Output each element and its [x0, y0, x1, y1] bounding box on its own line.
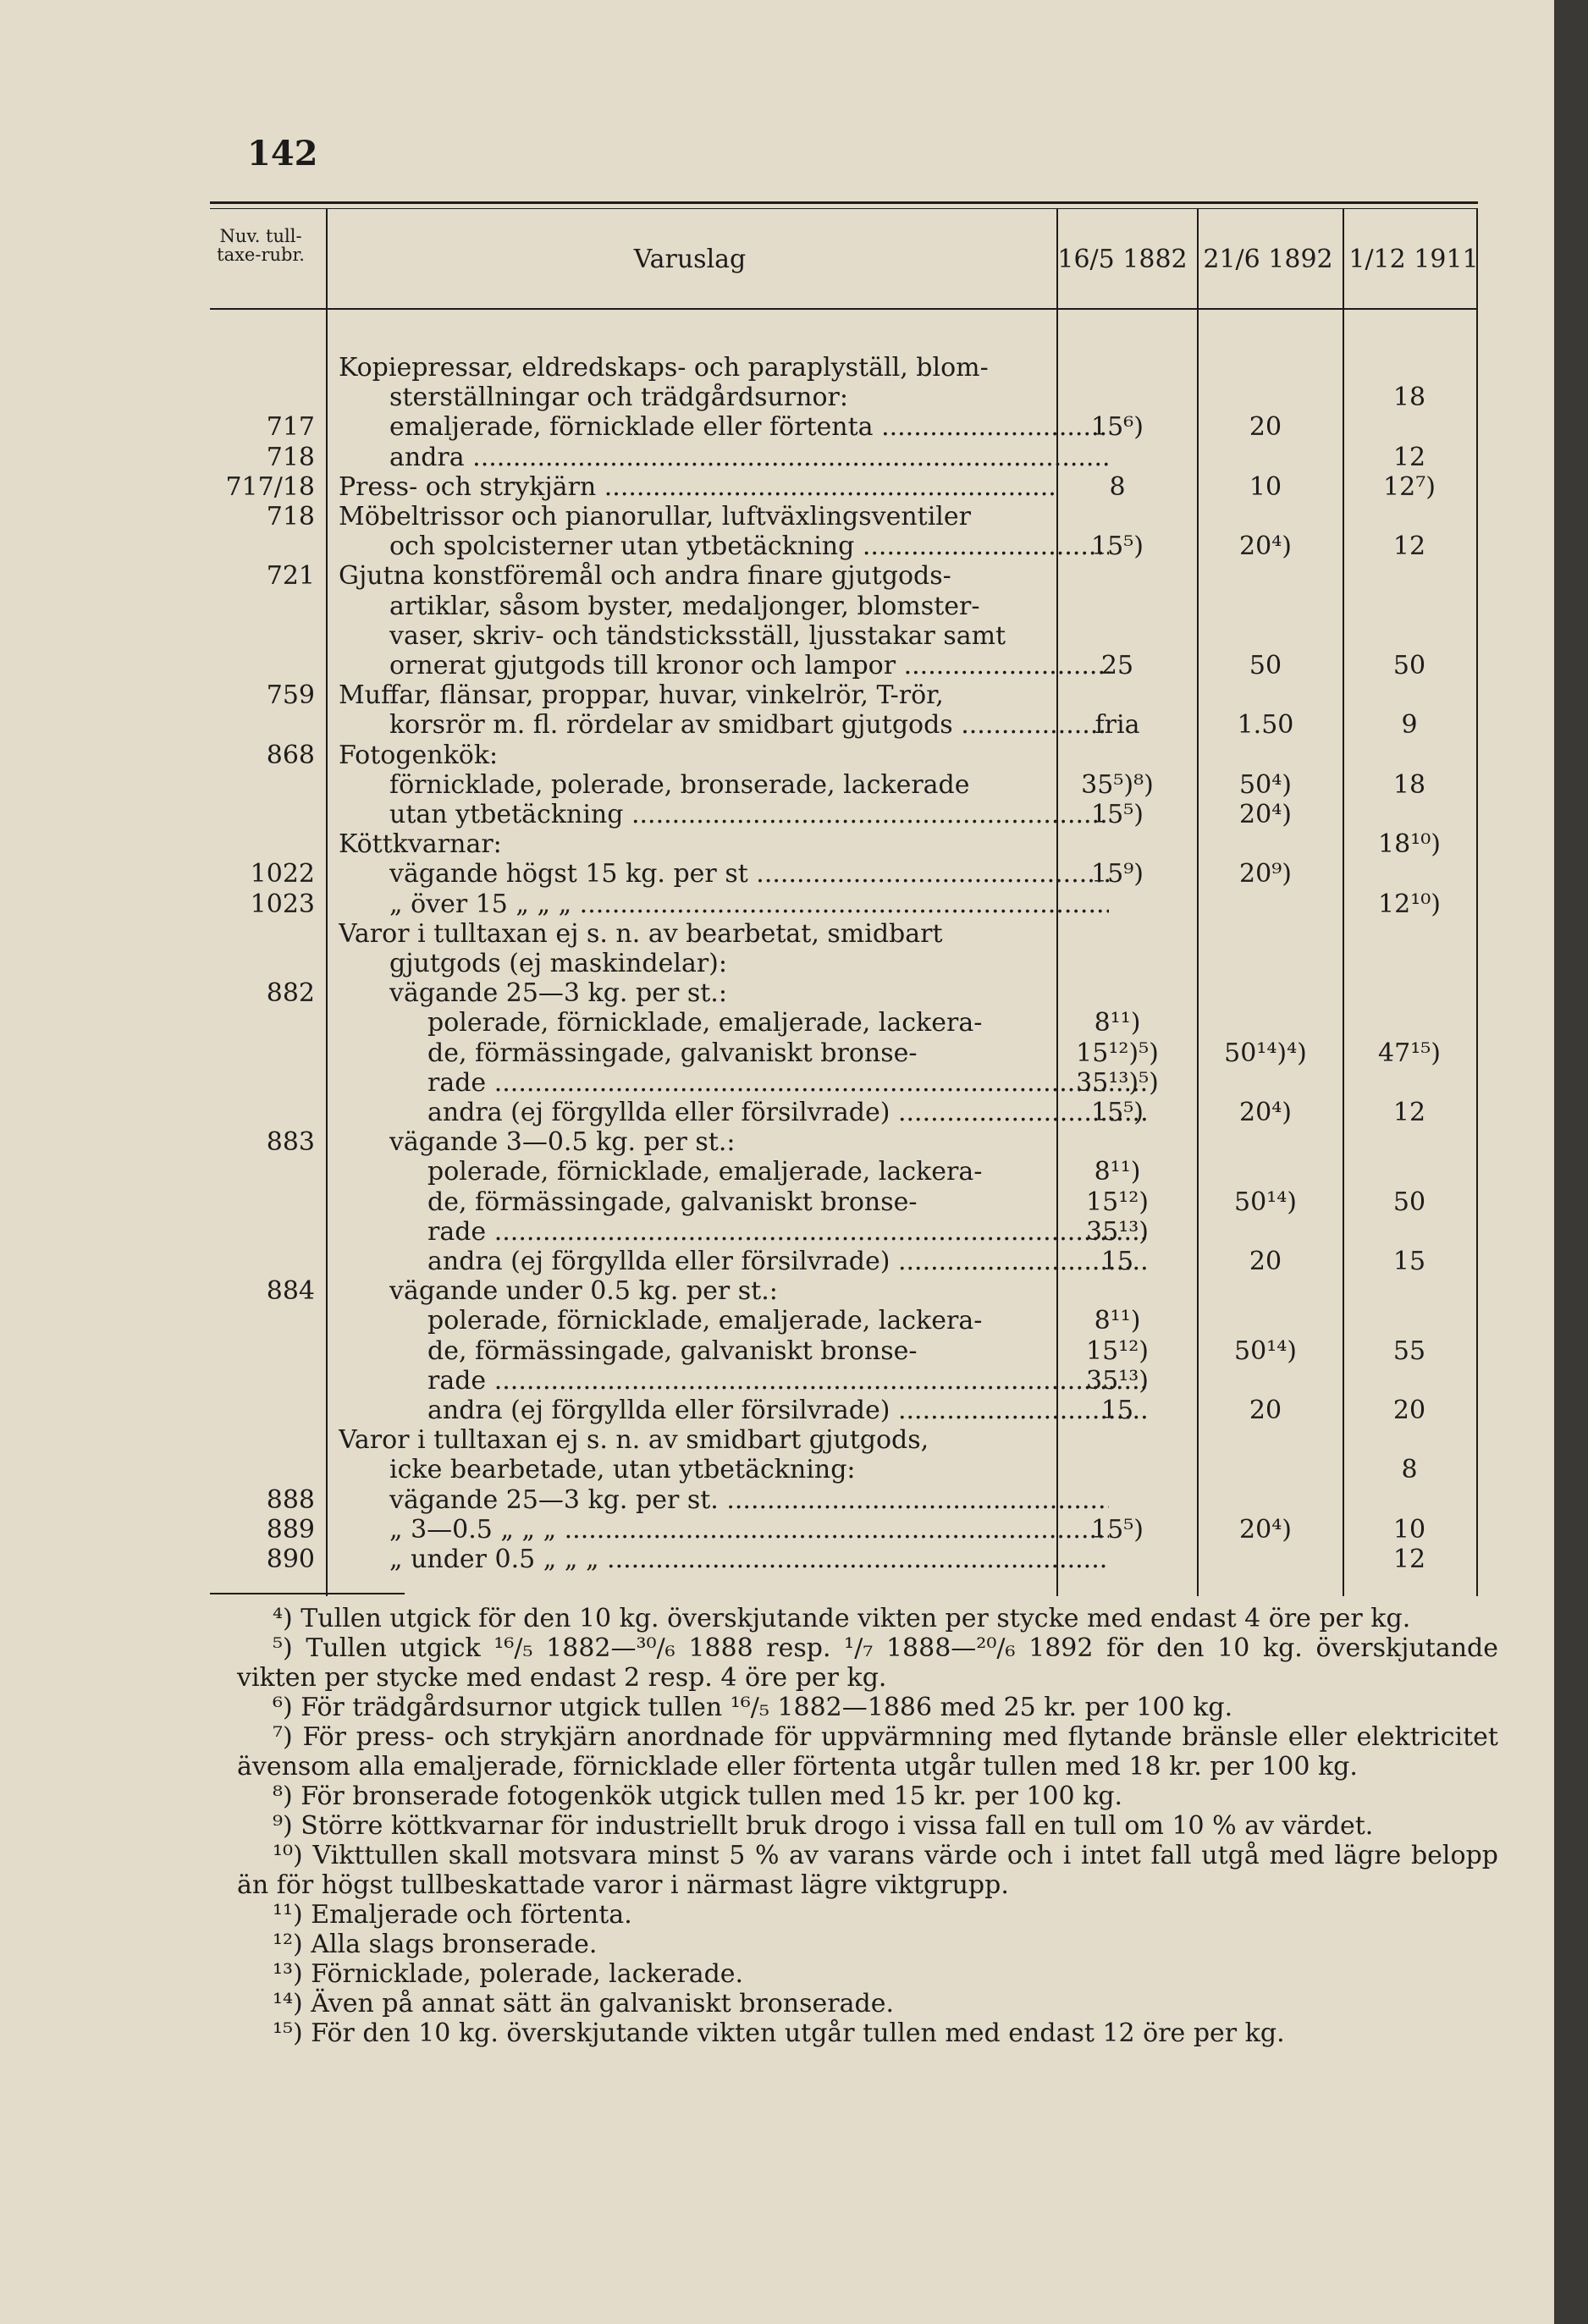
rate-1882: 25	[1100, 651, 1134, 680]
page-number: 142	[247, 134, 318, 173]
table-row	[0, 443, 1554, 472]
tariff-number: 717	[266, 412, 315, 443]
rate-1892: 1.50	[1237, 710, 1294, 741]
table-row	[0, 860, 1554, 889]
tariff-number: 1023	[250, 889, 315, 919]
rate-1911: 9	[1401, 710, 1418, 741]
item-description: vägande 25—3 kg. per st.:	[389, 979, 727, 1009]
table-bottom-rule	[210, 1593, 405, 1594]
header-bottom-rule	[210, 308, 1478, 310]
header-1882: 16/5 1882	[1057, 245, 1188, 274]
item-description: Fotogenkök:	[339, 741, 499, 770]
tariff-number: 868	[266, 740, 315, 770]
item-description: polerade, förnicklade, emaljerade, lackera-	[427, 1158, 983, 1187]
table-top-rule-thin	[210, 208, 1478, 209]
table-row	[0, 741, 1554, 770]
item-description: icke bearbetade, utan ytbetäckning:	[389, 1456, 856, 1485]
table-row	[0, 1158, 1554, 1187]
footnote: ¹¹) Emaljerade och förtenta.	[273, 1900, 632, 1930]
rate-1911: 12	[1392, 1545, 1426, 1574]
table-row	[0, 920, 1554, 949]
item-description: ornerat gjutgods till kronor och lampor .....	[389, 652, 1109, 680]
table-row	[0, 1218, 1554, 1247]
item-description: vägande under 0.5 kg. per st.:	[389, 1277, 778, 1307]
rate-1882: 35⁵)⁸)	[1081, 769, 1154, 800]
tariff-number: 718	[266, 442, 315, 472]
table-row	[0, 622, 1554, 651]
table-row	[0, 1099, 1554, 1127]
table-row	[0, 1545, 1554, 1574]
rate-1882: fria	[1095, 710, 1140, 741]
item-description: Kopiepressar, eldredskaps- och paraplyställ, blom-	[339, 354, 989, 383]
table-row	[0, 979, 1554, 1008]
item-description: vägande högst 15 kg. per st .....	[389, 860, 1109, 889]
table-row	[0, 771, 1554, 800]
tariff-number: 888	[266, 1484, 315, 1515]
rate-1882: 35¹³)	[1086, 1216, 1149, 1247]
item-description: artiklar, såsom byster, medaljonger, blomster-	[389, 592, 980, 621]
rate-1892: 20⁴)	[1239, 1098, 1292, 1127]
rate-1911: 12	[1392, 442, 1426, 472]
table-row	[0, 1247, 1554, 1276]
rate-1911: 20	[1392, 1396, 1426, 1425]
header-tariff-number: Nuv. tull-taxe-rubr.	[217, 226, 305, 266]
rate-1882: 15⁵)	[1091, 800, 1144, 829]
item-description: polerade, förnicklade, emaljerade, lackera-	[427, 1307, 983, 1336]
rate-1882: 35¹³)⁵)	[1076, 1067, 1159, 1098]
item-description: rade .....	[427, 1367, 1147, 1396]
item-description: andra (ej förgyllda eller försilvrade) .....	[427, 1247, 1147, 1276]
rate-1911: 18	[1392, 769, 1426, 800]
item-description: utan ytbetäckning .....	[389, 801, 1109, 829]
table-row	[0, 592, 1554, 621]
rate-1892: 20	[1249, 1396, 1282, 1425]
rate-1911: 50	[1392, 651, 1426, 680]
table-row	[0, 830, 1554, 859]
item-description: de, förmässingade, galvaniskt bronse-	[427, 1187, 918, 1217]
rate-1882: 15	[1100, 1247, 1134, 1276]
rate-1892: 10	[1249, 471, 1282, 502]
footnotes	[237, 1604, 1498, 2048]
table-row	[0, 890, 1554, 919]
item-description: gjutgods (ej maskindelar):	[389, 950, 727, 978]
tariff-number: 759	[266, 680, 315, 711]
item-description: vägande 3—0.5 kg. per st.:	[389, 1128, 736, 1158]
rate-1882: 15⁵)	[1091, 531, 1144, 562]
rate-1892: 50¹⁴)	[1234, 1335, 1297, 1366]
table-row	[0, 532, 1554, 561]
table-row	[0, 383, 1554, 412]
rate-1882: 15⁵)	[1091, 1514, 1144, 1545]
footnote: ¹⁴) Även på annat sätt än galvaniskt bronserade.	[273, 1989, 895, 2018]
table-row	[0, 1337, 1554, 1366]
table-row	[0, 711, 1554, 740]
item-description: Gjutna konstföremål och andra finare gjutgods-	[339, 562, 951, 592]
rate-1911: 55	[1392, 1335, 1426, 1366]
item-description: vägande 25—3 kg. per st. .....	[389, 1486, 1109, 1515]
item-description: andra .....	[389, 443, 1109, 472]
rate-1892: 20⁴)	[1239, 800, 1292, 829]
item-description: Muffar, flänsar, proppar, huvar, vinkelrör, T-rör,	[339, 681, 944, 711]
item-description: „ över 15 „ „ „ .....	[389, 890, 1109, 919]
rate-1911: 50	[1392, 1187, 1426, 1217]
table-row	[0, 562, 1554, 591]
header-1892: 21/6 1892	[1203, 245, 1333, 274]
rate-1882: 8	[1109, 471, 1126, 502]
rate-1882: 15¹²)⁵)	[1076, 1038, 1159, 1068]
footnote: ¹²) Alla slags bronserade.	[273, 1930, 598, 1959]
rate-1911: 12	[1392, 531, 1426, 562]
item-description: korsrör m. fl. rördelar av smidbart gjutgods .....	[389, 711, 1109, 740]
table-row	[0, 1009, 1554, 1038]
rate-1892: 50⁴)	[1239, 769, 1292, 800]
tariff-number: 889	[266, 1514, 315, 1545]
rate-1911: 18¹⁰)	[1378, 829, 1441, 860]
tariff-number: 883	[266, 1127, 315, 1158]
item-description: „ under 0.5 „ „ „ .....	[389, 1545, 1109, 1574]
table-row	[0, 1456, 1554, 1484]
rate-1882: 15¹²)	[1086, 1335, 1149, 1366]
footnote: ⁶) För trädgårdsurnor utgick tullen ¹⁶/₅ 1882—1886 med 25 kr. per 100 kg.	[273, 1693, 1233, 1722]
item-description: andra (ej förgyllda eller försilvrade) .....	[427, 1099, 1147, 1127]
table-row	[0, 1396, 1554, 1425]
table-top-rule	[210, 201, 1478, 204]
rate-1892: 20⁹)	[1239, 859, 1292, 889]
item-description: de, förmässingade, galvaniskt bronse-	[427, 1336, 918, 1366]
tariff-number: 1022	[250, 859, 315, 889]
table-row	[0, 1307, 1554, 1335]
footnote: ⁵) Tullen utgick ¹⁶/₅ 1882—³⁰/₆ 1888 resp. ¹/₇ 1888—²⁰/₆ 1892 för den 10 kg. överskjutande vikten per stycke med endast 2 resp. 4 öre per kg.	[237, 1633, 1498, 1693]
table-row	[0, 950, 1554, 978]
item-description: Köttkvarnar:	[339, 830, 502, 860]
rate-1892: 20	[1249, 412, 1282, 443]
rate-1911: 18	[1392, 383, 1426, 413]
header-1911: 1/12 1911	[1348, 245, 1479, 274]
table-row	[0, 1069, 1554, 1098]
item-description: „ 3—0.5 „ „ „ .....	[389, 1516, 1109, 1545]
item-description: Varor i tulltaxan ej s. n. av bearbetat, smidbart	[339, 919, 943, 949]
header-varuslag: Varuslag	[633, 245, 747, 274]
footnote: ¹³) Förnicklade, polerade, lackerade.	[273, 1959, 744, 1989]
rate-1882: 15⁹)	[1091, 859, 1144, 889]
table-row	[0, 1367, 1554, 1396]
tariff-number: 717/18	[225, 471, 315, 502]
rate-1882: 15	[1100, 1396, 1134, 1425]
rate-1911: 10	[1392, 1514, 1426, 1545]
rate-1882: 35¹³)	[1086, 1365, 1149, 1396]
rate-1882: 15¹²)	[1086, 1187, 1149, 1217]
rate-1882: 15⁵)	[1091, 1098, 1144, 1127]
rate-1911: 47¹⁵)	[1378, 1038, 1441, 1068]
item-description: polerade, förnicklade, emaljerade, lackera-	[427, 1009, 983, 1038]
rate-1882: 8¹¹)	[1094, 1008, 1141, 1038]
tariff-number: 721	[266, 561, 315, 592]
table-row	[0, 354, 1554, 383]
rate-1892: 50¹⁴)⁴)	[1224, 1038, 1307, 1068]
rate-1892: 20⁴)	[1239, 1514, 1292, 1545]
tariff-number: 890	[266, 1545, 315, 1574]
rate-1892: 20⁴)	[1239, 531, 1292, 562]
footnote: ⁸) För bronserade fotogenkök utgick tullen med 15 kr. per 100 kg.	[273, 1782, 1123, 1811]
item-description: de, förmässingade, galvaniskt bronse-	[427, 1038, 918, 1068]
tariff-number: 884	[266, 1276, 315, 1307]
item-description: vaser, skriv- och tändsticksställ, ljusstakar samt	[389, 621, 1006, 651]
rate-1882: 8¹¹)	[1094, 1157, 1141, 1187]
rate-1892: 20	[1249, 1247, 1282, 1276]
footnote: ⁷) För press- och strykjärn anordnade för uppvärmning med flytande bränsle eller elektricitet ävensom alla emaljerade, förnicklade eller förtenta utgår tullen med 18 kr. per 100 kg.	[237, 1722, 1498, 1782]
item-description: Möbeltrissor och pianorullar, luftväxlingsventiler	[339, 503, 971, 531]
item-description: rade .....	[427, 1218, 1147, 1247]
item-description: förnicklade, polerade, bronserade, lackerade	[389, 770, 970, 800]
item-description: Varor i tulltaxan ej s. n. av smidbart gjutgods,	[339, 1426, 929, 1456]
rate-1911: 8	[1401, 1455, 1418, 1485]
rate-1892: 50¹⁴)	[1234, 1187, 1297, 1217]
item-description: sterställningar och trädgårdsurnor:	[389, 383, 849, 413]
table-row	[0, 652, 1554, 680]
item-description: andra (ej förgyllda eller försilvrade) .....	[427, 1396, 1147, 1425]
table-row	[0, 1188, 1554, 1217]
rate-1911: 12⁷)	[1383, 471, 1436, 502]
table-row	[0, 1039, 1554, 1068]
tariff-number: 718	[266, 502, 315, 531]
table-row	[0, 681, 1554, 710]
rate-1911: 12	[1392, 1098, 1426, 1127]
footnote: ⁴) Tullen utgick för den 10 kg. överskjutande vikten per stycke med endast 4 öre per kg.	[273, 1604, 1411, 1633]
item-description: rade .....	[427, 1069, 1147, 1098]
table-row	[0, 413, 1554, 442]
rate-1911: 15	[1392, 1247, 1426, 1276]
table-row	[0, 1516, 1554, 1545]
table-row	[0, 1277, 1554, 1306]
table-row	[0, 1128, 1554, 1157]
table-row	[0, 1426, 1554, 1455]
rate-1892: 50	[1249, 651, 1282, 680]
rate-1882: 15⁶)	[1091, 412, 1144, 443]
item-description: emaljerade, förnicklade eller förtenta .....	[389, 413, 1109, 442]
footnote: ⁹) Större köttkvarnar för industriellt bruk drogo i vissa fall en tull om 10 % av värdet.	[273, 1811, 1374, 1841]
tariff-number: 882	[266, 978, 315, 1009]
footnote: ¹⁵) För den 10 kg. överskjutande vikten utgår tullen med endast 12 öre per kg.	[273, 2018, 1285, 2048]
table-row	[0, 1486, 1554, 1515]
footnote: ¹⁰) Vikttullen skall motsvara minst 5 % av varans värde och i intet fall utgå med lägre belopp än för högst tullbeskattade varor i närmast lägre viktgrupp.	[237, 1841, 1498, 1900]
rate-1882: 8¹¹)	[1094, 1306, 1141, 1336]
item-description: Press- och strykjärn .....	[339, 473, 1058, 502]
item-description: och spolcisterner utan ytbetäckning .....	[389, 532, 1109, 561]
table-row	[0, 473, 1554, 502]
rate-1911: 12¹⁰)	[1378, 889, 1441, 919]
table-row	[0, 503, 1554, 531]
table-row	[0, 801, 1554, 829]
